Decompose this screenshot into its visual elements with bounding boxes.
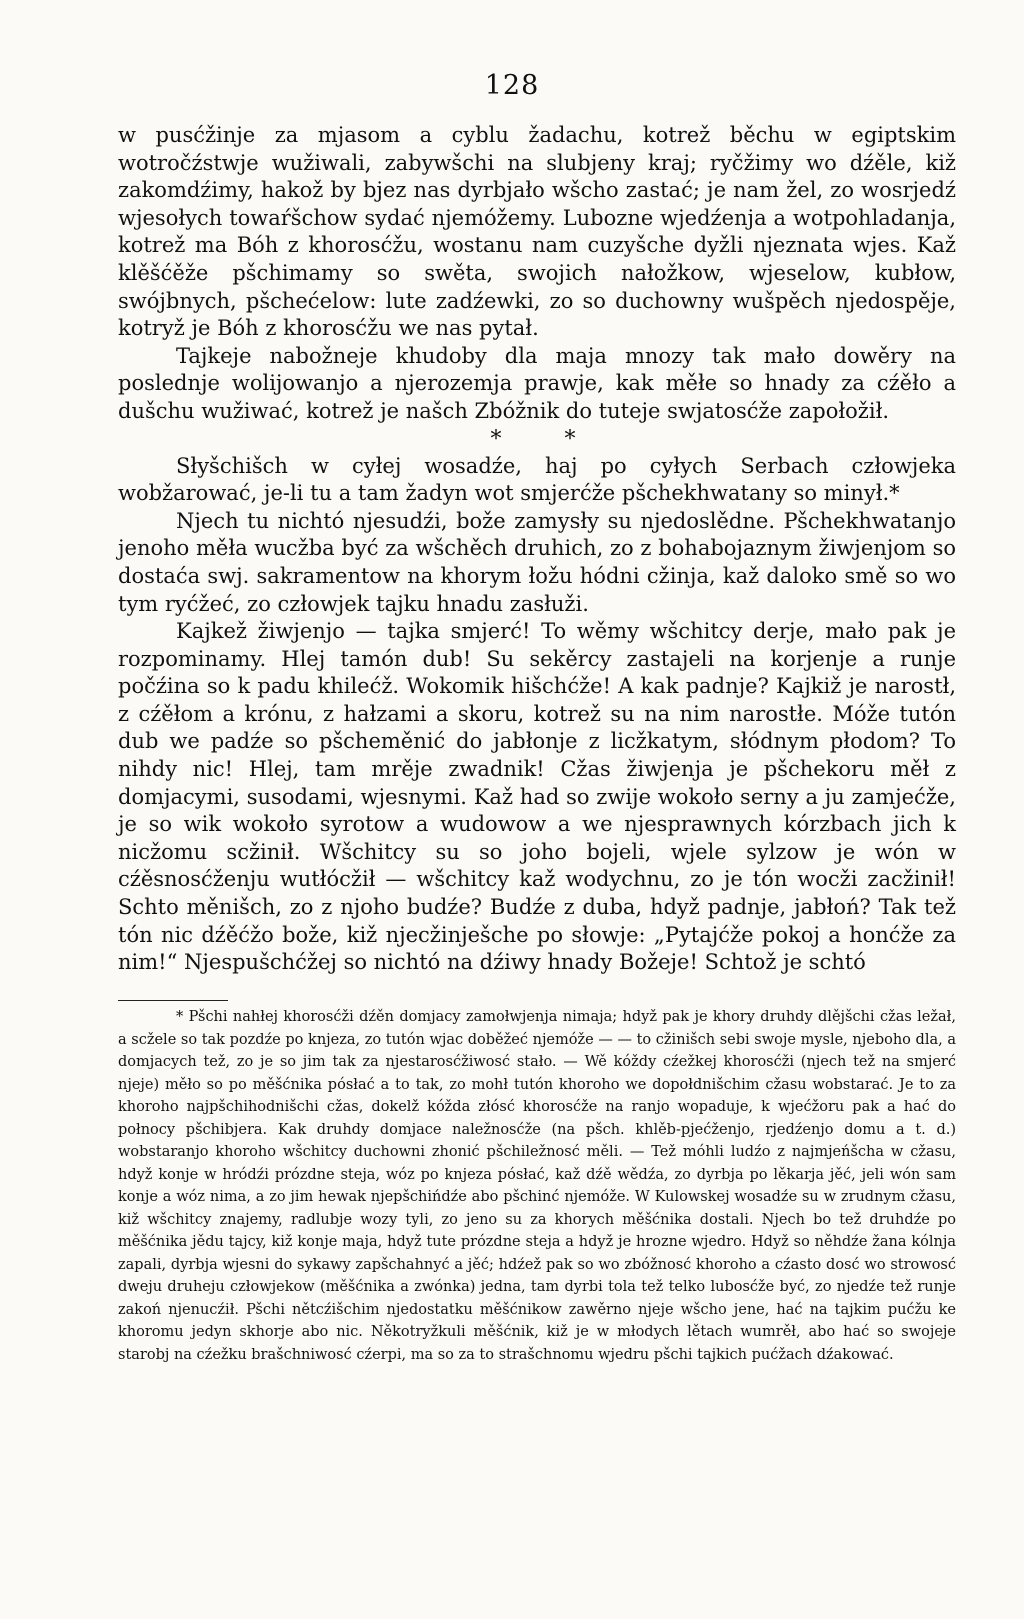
paragraph: w pusćžinje za mjasom a cyblu žadachu, kotrež běchu w egiptskim wotročźstwje wužiwali, zabywšchi na slubjeny kraj; ryčžimy wo dźěle, kiž zakomdźimy, hakož by bjez nas dyrbjało wšcho zastać; je nam žel, zo wosrjedź wjesołych towaŕšchow sydać njemóžemy. Lubozne wjedźenja a wotpohladanja, kotrež ma Bóh z khorosćžu, wostanu nam cuzyšche dyžli njeznata wjes. Kaž klěšćěže pšchimamy so swěta, swojich nałožkow, wjeselow, kubłow, swójbnych, pšchećelow: lute zadźewki, zo so duchowny wušpěch njedospěje, kotryž je Bóh z khorosćžu we nas pytał. [118,123,956,341]
paragraph: Kajkež žiwjenjo — tajka smjerć! To wěmy wšchitcy derje, mało pak je rozpominamy. Hlej tamón dub! Su sekěrcy zastajeli na korjenje a runje počźina so k padu khilećž. Wokomik hišchćže! A kak padnje? Kajkiž je narostł, z cźěłom a krónu, z hałzami a skoru, kotrež su na nim narostłe. Móže tutón dub we padźe so pšcheměnić do jabłonje z licžkatym, słódnym płodom? To nihdy nic! Hlej, tam mrěje zwadnik! Cžas žiwjenja je pšchekoru měł z domjacymi, susodami, wjesnymi. Kaž had so zwije wokoło serny a ju zamjećže, je so wik wokoło syrotow a wudowow a we njesprawnych kórzbach jich k nicžomu scžinił. Wšchitcy su so joho bojeli, wjele sylzow je wón w cźěsnosćženju wutłócžił — wšchitcy kaž wodychnu, zo je tón wocži zacžinił! Schto měnišch, zo z njoho budźe? Budźe z duba, hdyž padnje, jabłoń? Tak tež tón nic dźěćžo bože, kiž njecžinješche po słowje: „Pytajćže pokoj a honćže za nim!“ Njespušchćžej so nichtó na dźiwy hnady Božeje! Schtož je schtó [118,619,956,975]
footnote [118,1006,956,1366]
section-separator: * * [490,426,604,452]
paragraph: Njech tu nichtó njesudźi, bože zamysły su njedoslědne. Pšchekhwatanjo jenoho měła wucžba być za wšchěch druhich, zo z bohabojaznym žiwjenjom so dostaća swj. sakramentow na khorym łožu hódni cžinja, kaž daloko smě so wo tym ryćžeć, zo człowjek tajku hnadu zasłuži. [118,508,956,616]
page-number: 128 [484,70,540,101]
main-text [118,122,956,977]
paragraph: Słyšchišch w cyłej wosadźe, haj po cyłych Serbach człowjeka wobžarować, je-li tu a tam žadyn wot smjerćže pšchekhwatany so minył.* [118,453,956,506]
footnote-rule [118,1000,228,1001]
paragraph: Tajkeje nabožneje khudoby dla maja mnozy tak mało dowěry na poslednje wolijowanjo a njerozemja prawje, kak měłe so hnady za cźěło a dušchu wužiwać, kotrež je našch Zbóžnik do tuteje swjatosćže zapołožił. [118,343,956,423]
footnote-text: * Pšchi nahłej khorosćži dźěn domjacy zamołwjenja nimaja; hdyž pak je khory druhdy dlějšchi cžas ležał, a scžele so tak pozdźe po knjeza, zo tutón wjac doběžeć njemóže — — to cžinišch sebi swoje mysle, njeboho dla, a domjacych tež, zo je so jim tak za njestarosćžiwosć stało. — Wě kóždy cźežkej khorosćži (njech tež na smjerć njeje) měło so po měšćnika pósłać a to tak, zo mohł tutón khoroho we dopołdnišchim cžasu wobstarać. Je to za khoroho najpšchihodnišchi cžas, dokelž kóžda złósć khorosćže na ranjo wopaduje, k wjećžoru pak a hać do połnocy pšchibjera. Kak druhdy domjace naležnosćže (na pšch. khlěb-pjećženjo, rjedźenjo domu a t. d.) wobstaranjo khoroho wšchitcy duchowni zhonić pšchiležnosć měli. — Tež móhli ludźo z najmjeńšcha w cžasu, hdyž konje w hródźi prózdne steja, wóz po knjeza pósłać, kaž dźě wědźa, zo dyrbja po lěkarja jěć, jeli wón sam konje a wóz nima, a zo jim hewak njepšchińdźe abo pšchinć njemóže. W Kulowskej wosadźe su w zrudnym cžasu, kiž wšchitcy znajemy, radlubje wozy tyli, zo jeno su za khorych měšćnika dostali. Njech bo tež druhdźe po měšćnika jědu tajcy, kiž konje maja, hdyž tute prózdne steja a hdyž je hrozne wjedro. Hdyž so něhdźe žana kólnja zapali, dyrbja wjesni do sykawy zapšchahnyć a jěć; hdźež pak so wo zbóžnosć khoroho a cźasto dosć wo strowosć dweju druheju człowjekow (měšćnika a zwónka) jedna, tam dyrbi tola tež telko lubosćže być, zo njedźe tež runje zakoń njenucźił. Pšchi nětcźišchim njedostatku měšćnikow zawěrno njeje wšcho jene, hać na tajkim pućžu ke khoromu jedyn skhorje abo nic. Někotryžkuli měšćnik, kiž je w młodych lětach wumrěł, abo hać so swojeje starobj na cźežku brašchniwosć cźerpi, ma so za to strašchnomu wjedru pšchi tajkich pućžach dźakować. [118,1009,956,1363]
